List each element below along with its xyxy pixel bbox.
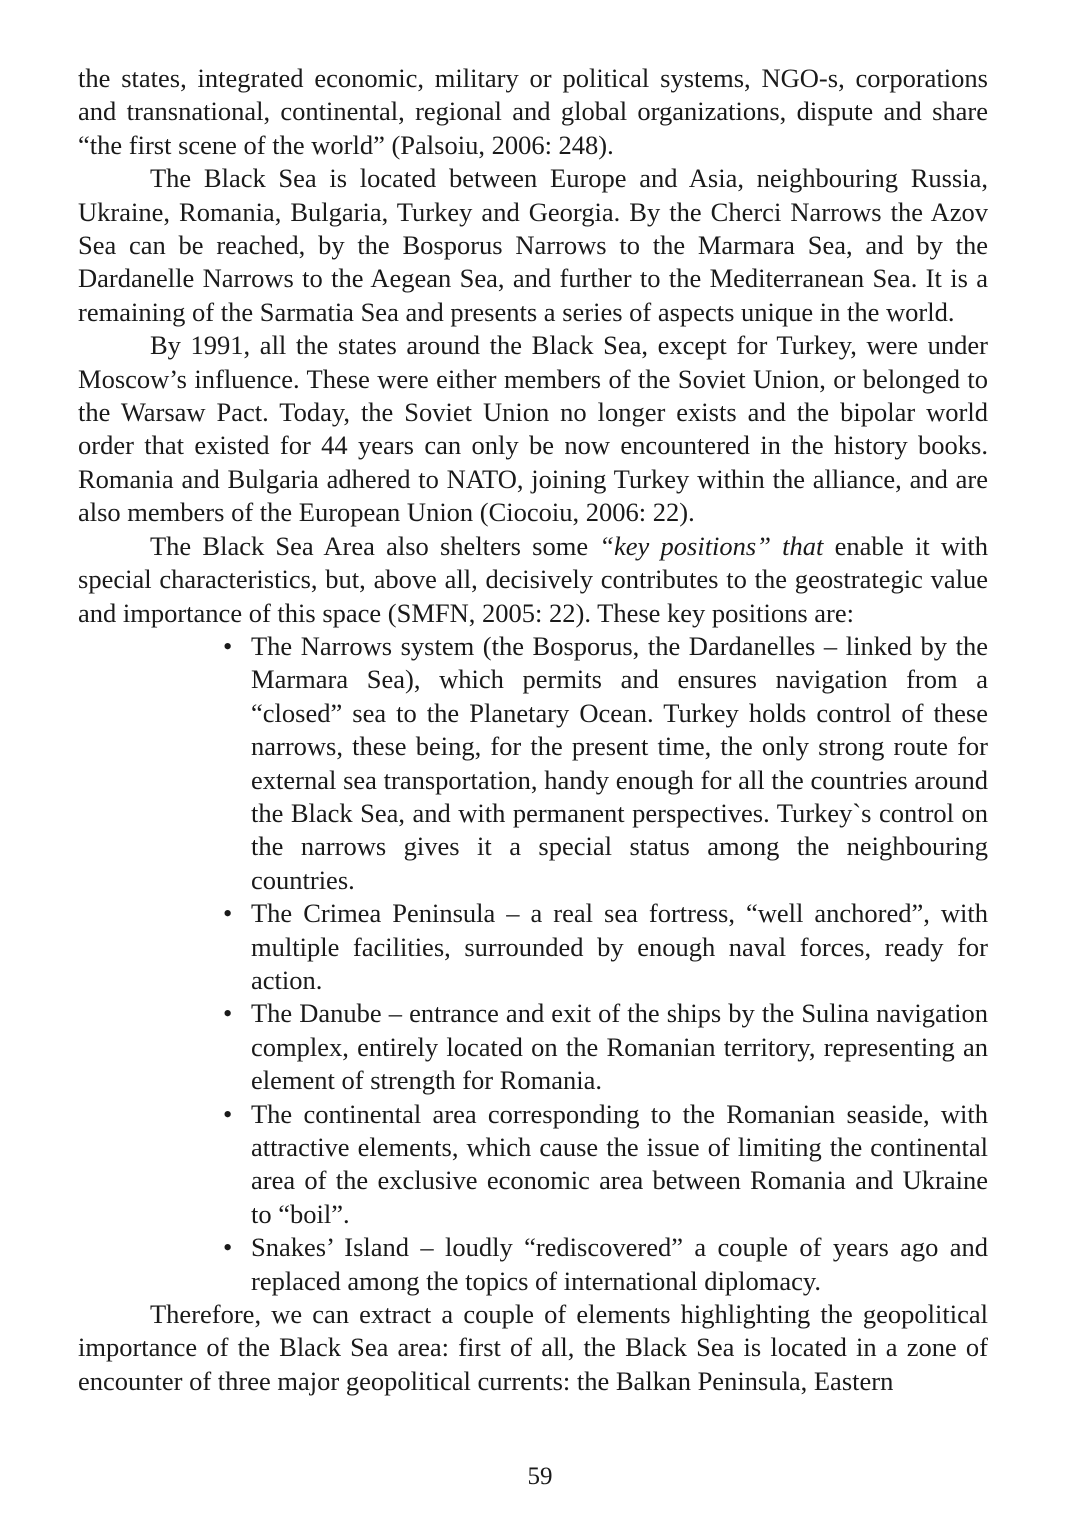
paragraph-4-end: enable it with special characteristics, but, above all, decisively contributes to the geostrategic value and importance of this space (SMFN, 2005: 22). These key positions are: <box>78 530 988 628</box>
bullet-icon: • <box>223 1098 233 1129</box>
list-item <box>223 1098 988 1232</box>
page-number: 59 <box>527 1463 553 1490</box>
bullet-icon: • <box>223 1232 233 1263</box>
paragraph-4-italic: “key positions” that <box>599 530 824 561</box>
paragraph-3: By 1991, all the states around the Black Sea, except for Turkey, were under Moscow’s influence. These were either members of the Soviet Union, or belonged to the Warsaw Pact. Today, the Soviet Union no longer exists and the bipolar world order that existed for 44 years can only be now encountered in the history books. Romania and Bulgaria adhered to NATO, joining Turkey within the alliance, and are also members of the European Union (Ciocoiu, 2006: 22). <box>78 330 988 528</box>
list-item-text: The continental area corresponding to the Romanian seaside, with attractive elements, which cause the issue of limiting the continental area of the exclusive economic area between Romania and Ukraine to “boil”. <box>251 1098 988 1229</box>
paragraph-4 <box>78 530 988 630</box>
bullet-icon: • <box>223 630 233 661</box>
list-item-text: The Danube – entrance and exit of the ships by the Sulina navigation complex, entirely located on the Romanian territory, representing an element of strength for Romania. <box>251 998 988 1096</box>
list-item <box>223 997 988 1097</box>
list-item-text: The Narrows system (the Bosporus, the Dardanelles – linked by the Marmara Sea), which permits and ensures navigation from a “closed” sea to the Planetary Ocean. Turkey holds control of these narrows, these being, for the present time, the only strong route for external sea transportation, handy enough for all the countries around the Black Sea, and with permanent perspectives. Turkey`s control on the narrows gives it a special status among the neighbouring countries. <box>251 630 988 895</box>
paragraph-1: the states, integrated economic, military or political systems, NGO-s, corporations and transnational, continental, regional and global organizations, dispute and share “the first scene of the world” (Palsoiu, 2006: 248). <box>78 63 988 160</box>
list-item <box>223 897 988 997</box>
list-item-text: The Crimea Peninsula – a real sea fortress, “well anchored”, with multiple facilities, surrounded by enough naval forces, ready for action. <box>251 898 988 995</box>
list-item <box>223 630 988 897</box>
list-item-text: Snakes’ Island – loudly “rediscovered” a couple of years ago and replaced among the topics of international diplomacy. <box>251 1232 988 1296</box>
list-item <box>223 1231 988 1298</box>
paragraph-4-start: The Black Sea Area also shelters some <box>150 530 600 561</box>
bullet-icon: • <box>223 898 233 929</box>
key-positions-list <box>78 630 988 1298</box>
bullet-icon: • <box>223 998 233 1029</box>
page-body <box>78 62 988 1398</box>
paragraph-2: The Black Sea is located between Europe and Asia, neighbouring Russia, Ukraine, Romania, Bulgaria, Turkey and Georgia. By the Cherci Narrows the Azov Sea can be reached, by the Bosporus Narrows to the Marmara Sea, and by the Dardanelle Narrows to the Aegean Sea, and further to the Mediterranean Sea. It is a remaining of the Sarmatia Sea and presents a series of aspects unique in the world. <box>78 163 988 327</box>
paragraph-5: Therefore, we can extract a couple of elements highlighting the geopolitical importance of the Black Sea area: first of all, the Black Sea is located in a zone of encounter of three major geopolitical currents: the Balkan Peninsula, Eastern <box>78 1299 988 1396</box>
